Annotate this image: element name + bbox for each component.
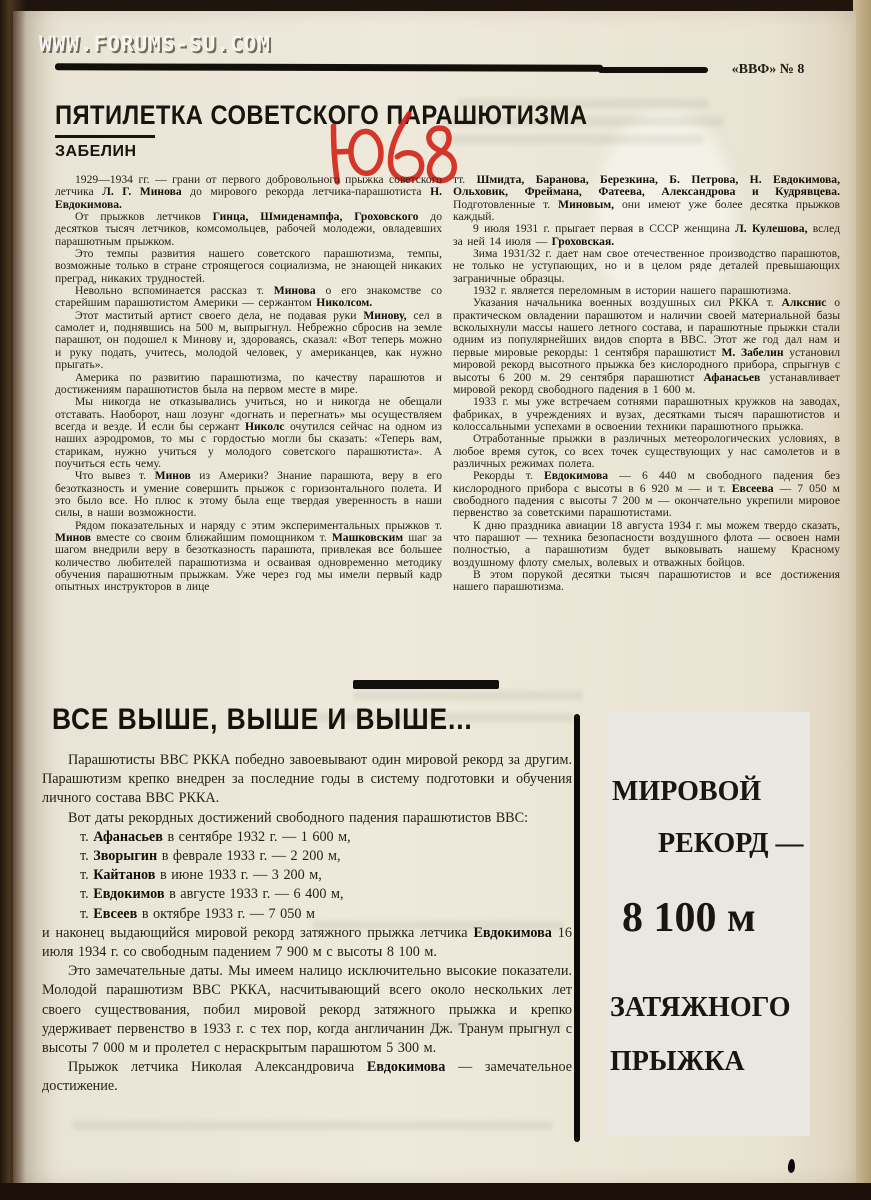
records-list [42, 828, 572, 924]
issue-label: «ВВФ» № 8 [731, 62, 805, 77]
paragraph: В этом порукой десятки тысяч парашютистов и все достижения нашего парашютизма. [453, 568, 840, 594]
articles-divider-bar [353, 680, 499, 689]
paragraph: Что вывез т. Минов из Америки? Знание парашюта, веру в его безотказность и умение совершить прыжок с горизонтального полета. И это было все. Но плюс к этому была еще твердая уверенность в наши силы, в наши возможности. [55, 469, 443, 520]
paragraph: Вот даты рекордных достижений свободного падения парашютистов ВВС: [68, 809, 529, 826]
forum-watermark: WWW.FORUMS-SU.COM [39, 32, 271, 56]
article2-title: ВСЕ ВЫШЕ, ВЫШЕ И ВЫШЕ... [52, 703, 473, 736]
paragraph: К дню праздника авиации 18 августа 1934 г. мы можем твердо сказать, что парашют — техника безопасности воздушного флота — освоен нами полностью, а парашютизм будет выковывать нашему Красному воздушному флоту смелых, волевых и отважных бойцов. [453, 518, 840, 569]
paragraph: Америка по развитию парашютизма, по качеству парашютов и достижениям парашютистов была на первом месте в мире. [55, 370, 442, 396]
article2-body [42, 751, 572, 1097]
paragraph: 9 июля 1931 г. прыгает первая в СССР женщина Л. Кулешова, вслед за ней 14 июля — Гроховская. [453, 222, 840, 248]
paragraph: Рядом показательных и наряду с этим экспериментальных прыжков т. Минов вместе со своим ближайшим помощником т. Машковским шаг за шагом внедрили веру в безотказность парашюта, привлекая все большее количество любителей парашютизма и осваивая одновременно методику обучения парашютным прыжкам. Уже через год мы имели первый кадр опытных инструкторов в лице [55, 518, 442, 594]
scan-edge-bottom [0, 1183, 871, 1200]
paragraph: Это замечательные даты. Мы имеем налицо исключительно высокие показатели. Молодой парашютизм ВВС РККА, насчитывающий всего около нескольких лет своего существования, побил мировой рекорд затяжного прыжка и крепко удерживает первенство в 1933 г. с тех пор, когда англичанин Дж. Транум прыгнул с высоты 7 000 м и пролетел с нераскрытым парашютом 5 300 м. [42, 963, 572, 1057]
paragraph: 1932 г. является переломным в истории нашего парашютизма. [473, 284, 792, 298]
sidebar-line: РЕКОРД — [658, 828, 804, 859]
article1-column-left [55, 174, 442, 594]
record-item: т. Кайтанов в июне 1933 г. — 3 200 м, [80, 867, 322, 884]
sidebar-line: МИРОВОЙ [612, 776, 762, 807]
sidebar-line: ПРЫЖКА [610, 1046, 745, 1077]
record-item: т. Евдокимов в августе 1933 г. — 6 400 м, [80, 886, 344, 903]
paragraph: Парашютисты ВВС РККА победно завоевывают один мировой рекорд за другим. Парашютизм крепко внедрен за последние годы в систему подготовки и обучения личного состава ВВС РККА. [42, 752, 572, 807]
sidebar-record-value: 8 100 м [622, 895, 756, 941]
bleed-through-text [353, 691, 583, 700]
paragraph: тт. Шмидта, Баранова, Березкина, Б. Петрова, Н. Евдокимова, Ольховик, Фреймана, Фатеева, Александрова и Кудрявцева. Подготовленные т. Миновым, они имеют уже более десятка прыжков каждый. [453, 173, 840, 224]
record-item: т. Афанасьев в сентябре 1932 г. — 1 600 м, [80, 828, 351, 845]
record-item: т. Евсеев в октябре 1933 г. — 7 050 м [80, 905, 315, 922]
bleed-through-text [443, 135, 703, 144]
paragraph: Невольно вспоминается рассказ т. Минова о его знакомстве со старейшим парашютистом Америки — сержантом Николсом. [55, 284, 442, 310]
paragraph: От прыжков летчиков Гинца, Шмиденампфа, Гроховского до десятков тысяч летчиков, комсомольцев, рабочей молодежи, овладевших парашютным прыжком. [55, 210, 443, 248]
paragraph: 1933 г. мы уже встречаем сотнями парашютных кружков на заводах, фабриках, в учреждениях и вузах, десятками тысяч парашютистов и колоссальными успехами в освоении техники парашютного прыжка. [453, 395, 840, 433]
article1-title-underline [55, 135, 155, 138]
bleed-through-text [73, 1121, 553, 1130]
article1-column-right [453, 174, 840, 594]
paragraph: Указания начальника военных воздушных сил РККА т. Алкснис о практическом овладении парашютом и наличии своей материальной базы всколыхнули массы нашего летного состава, и парашютные прыжки стали одним из популярнейших видов спорта в ВВС. Этот же год дал нам и первые мировые рекорды: 1 сентября парашютист М. Забелин установил мировой рекорд высотного прыжка без кислородного прибора, спрыгнув с высоты 6 200 м. 29 сентября парашютист Афанасьев устанавливает мировой рекорд свободного падения в 1 600 м. [453, 296, 841, 396]
paragraph: Зима 1931/32 г. дает нам свое отечественное производство парашютов, не только не уступающих, но и в целом ряде деталей превышающих заграничные образцы. [453, 247, 840, 285]
paragraph: Прыжок летчика Николая Александровича Евдокимова — замечательное достижение. [42, 1059, 573, 1095]
paragraph: Мы никогда не отказывались учиться, но и никогда не обещали отставать. Наоборот, наш лозунг «догнать и перегнать» мы осуществляем всегда и везде. И если бы сержант Николс очутился сейчас на одном из наших аэродромов, то мы с гордостью могли бы сказать: «Теперь вам, старикам, нужно учиться у молодого советского парашютиста». А поучиться есть чему. [55, 395, 442, 470]
sidebar-line: ЗАТЯЖНОГО [610, 992, 791, 1023]
paragraph: Этот маститый артист своего дела, не подавая руки Минову, сел в самолет и, поднявшись на 500 м, выпрыгнул. Небрежно сбросив на земле парашют, он подошел к Минову и, здороваясь, сказал: «Вот теперь можно и руку подать, учитесь, молодой человек, у американцев, как нужно прыгать». [55, 308, 442, 372]
scan-edge-left [0, 0, 26, 1200]
paragraph: и наконец выдающийся мировой рекорд затяжного прыжка летчика Евдокимова 16 июля 1934 г. со свободным падением 7 900 м с высоты 8 100 м. [42, 924, 572, 961]
paragraph: Отработанные прыжки в различных метеорологических условиях, в любое время суток, со всех точек существующих у нас самолетов и в различных режимах полета. [453, 432, 840, 470]
record-item: т. Зворыгин в феврале 1933 г. — 2 200 м, [80, 848, 341, 865]
paragraph: Это темпы развития нашего советского парашютизма, темпы, возможные только в стране строящегося социализма, не знающей никаких преград, никаких трудностей. [55, 247, 442, 285]
paragraph: Рекорды т. Евдокимова — 6 440 м свободного падения без кислородного прибора с высоты в 6 920 м — и т. Евсеева — 7 050 м свободного падения с высоты 7 200 м — окончательно укрепили мировое первенство за советскими парашютистами. [453, 469, 840, 520]
sidebar-callout [606, 712, 810, 1136]
ink-blot [788, 1159, 796, 1173]
sidebar-divider-bar [574, 714, 580, 1142]
article1-byline: ЗАБЕЛИН [55, 143, 137, 160]
scan-edge-top [0, 0, 871, 11]
masthead-rule-segment [598, 67, 708, 73]
magazine-page [13, 11, 856, 1183]
article1-title: ПЯТИЛЕТКА СОВЕТСКОГО ПАРАШЮТИЗМА [55, 100, 588, 130]
masthead-rule [55, 63, 603, 71]
paragraph: 1929—1934 гг. — грани от первого добровольного прыжка советского летчика Л. Г. Минова до мирового рекорда летчика-парашютиста Н. Евдокимова. [55, 173, 443, 211]
